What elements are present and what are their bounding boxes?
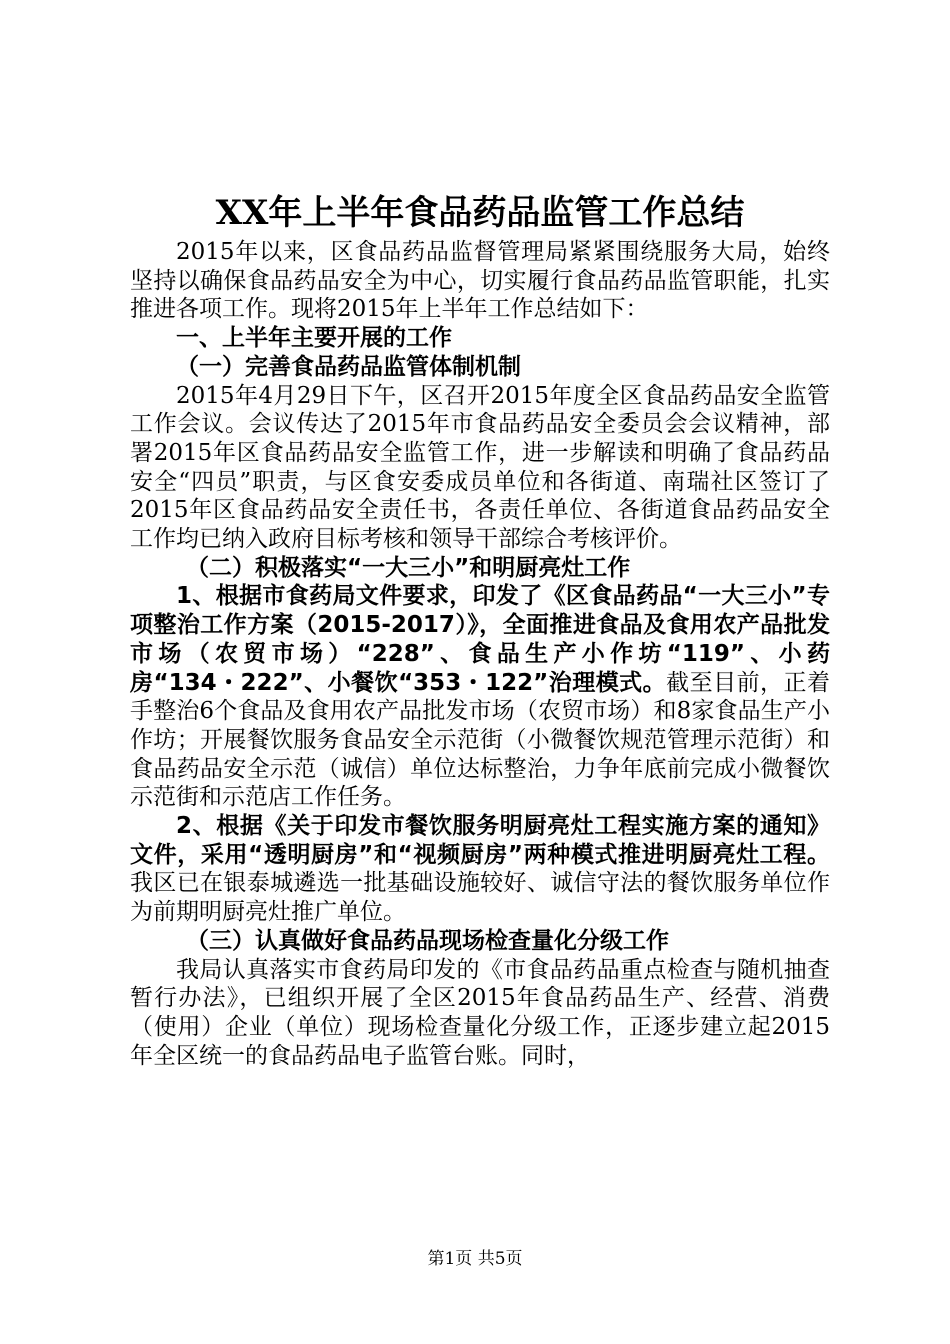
page-footer: 第1页 共5页	[427, 1249, 523, 1269]
document-body	[130, 188, 830, 1070]
paragraph: 2015年4月29日下午，区召开2015年度全区食品药品安全监管工作会议。会议传达了2015年市食品药品安全委员会会议精神，部署2015年区食品药品安全监管工作，进一步解读和明确了食品药品安全“四员”职责，与区食安委成员单位和各街道、南瑞社区签订了2015年区食品药品安全责任书，各责任单位、各街道食品药品安全工作均已纳入政府目标考核和领导干部综合考核评价。	[130, 382, 830, 553]
document-title: XX年上半年食品药品监管工作总结	[215, 193, 745, 233]
subsection-heading: （一）完善食品药品监管体制机制	[176, 353, 521, 380]
paragraph-text: 截至目前，正着手整治6个食品及食用农产品批发市场（农贸市场）和8家食品生产小作坊；开展餐饮服务食品安全示范街（小微餐饮规范管理示范街）和食品药品安全示范（诚信）单位达标整治，力争年底前完成小微餐饮示范街和示范店工作任务。	[130, 669, 830, 811]
intro-paragraph: 2015年以来，区食品药品监督管理局紧紧围绕服务大局，始终坚持以确保食品药品安全为中心，切实履行食品药品监管职能，扎实推进各项工作。现将2015年上半年工作总结如下：	[130, 239, 830, 323]
bold-text: 1、根据市食药局文件要求，印发了《区食品药品“一大三小”专项整治工作方案（2015-2017）》，全面推进食品及食用农产品批发市场（农贸市场）“228”、食品生产小作坊“119”、小药房“134・222”、小餐饮“353・122”治理模式。	[130, 583, 830, 696]
paragraph-text: 我区已在银泰城遴选一批基础设施较好、诚信守法的餐饮服务单位作为前期明厨亮灶推广单位。	[130, 870, 830, 926]
subsection-heading: （二）积极落实“一大三小”和明厨亮灶工作	[186, 554, 631, 581]
bold-text: 2、根据《关于印发市餐饮服务明厨亮灶工程实施方案的通知》文件，采用“透明厨房”和“视频厨房”两种模式推进明厨亮灶工程。	[130, 813, 830, 868]
paragraph: 我局认真落实市食药局印发的《市食品药品重点检查与随机抽查暂行办法》，已组织开展了全区2015年食品药品生产、经营、消费（使用）企业（单位）现场检查量化分级工作，正逐步建立起2015年全区统一的食品药品电子监管台账。同时，	[130, 956, 830, 1069]
subsection-heading: （三）认真做好食品药品现场检查量化分级工作	[186, 927, 669, 954]
paragraph	[130, 812, 830, 927]
section-heading: 一、上半年主要开展的工作	[176, 325, 452, 352]
paragraph	[130, 582, 830, 812]
